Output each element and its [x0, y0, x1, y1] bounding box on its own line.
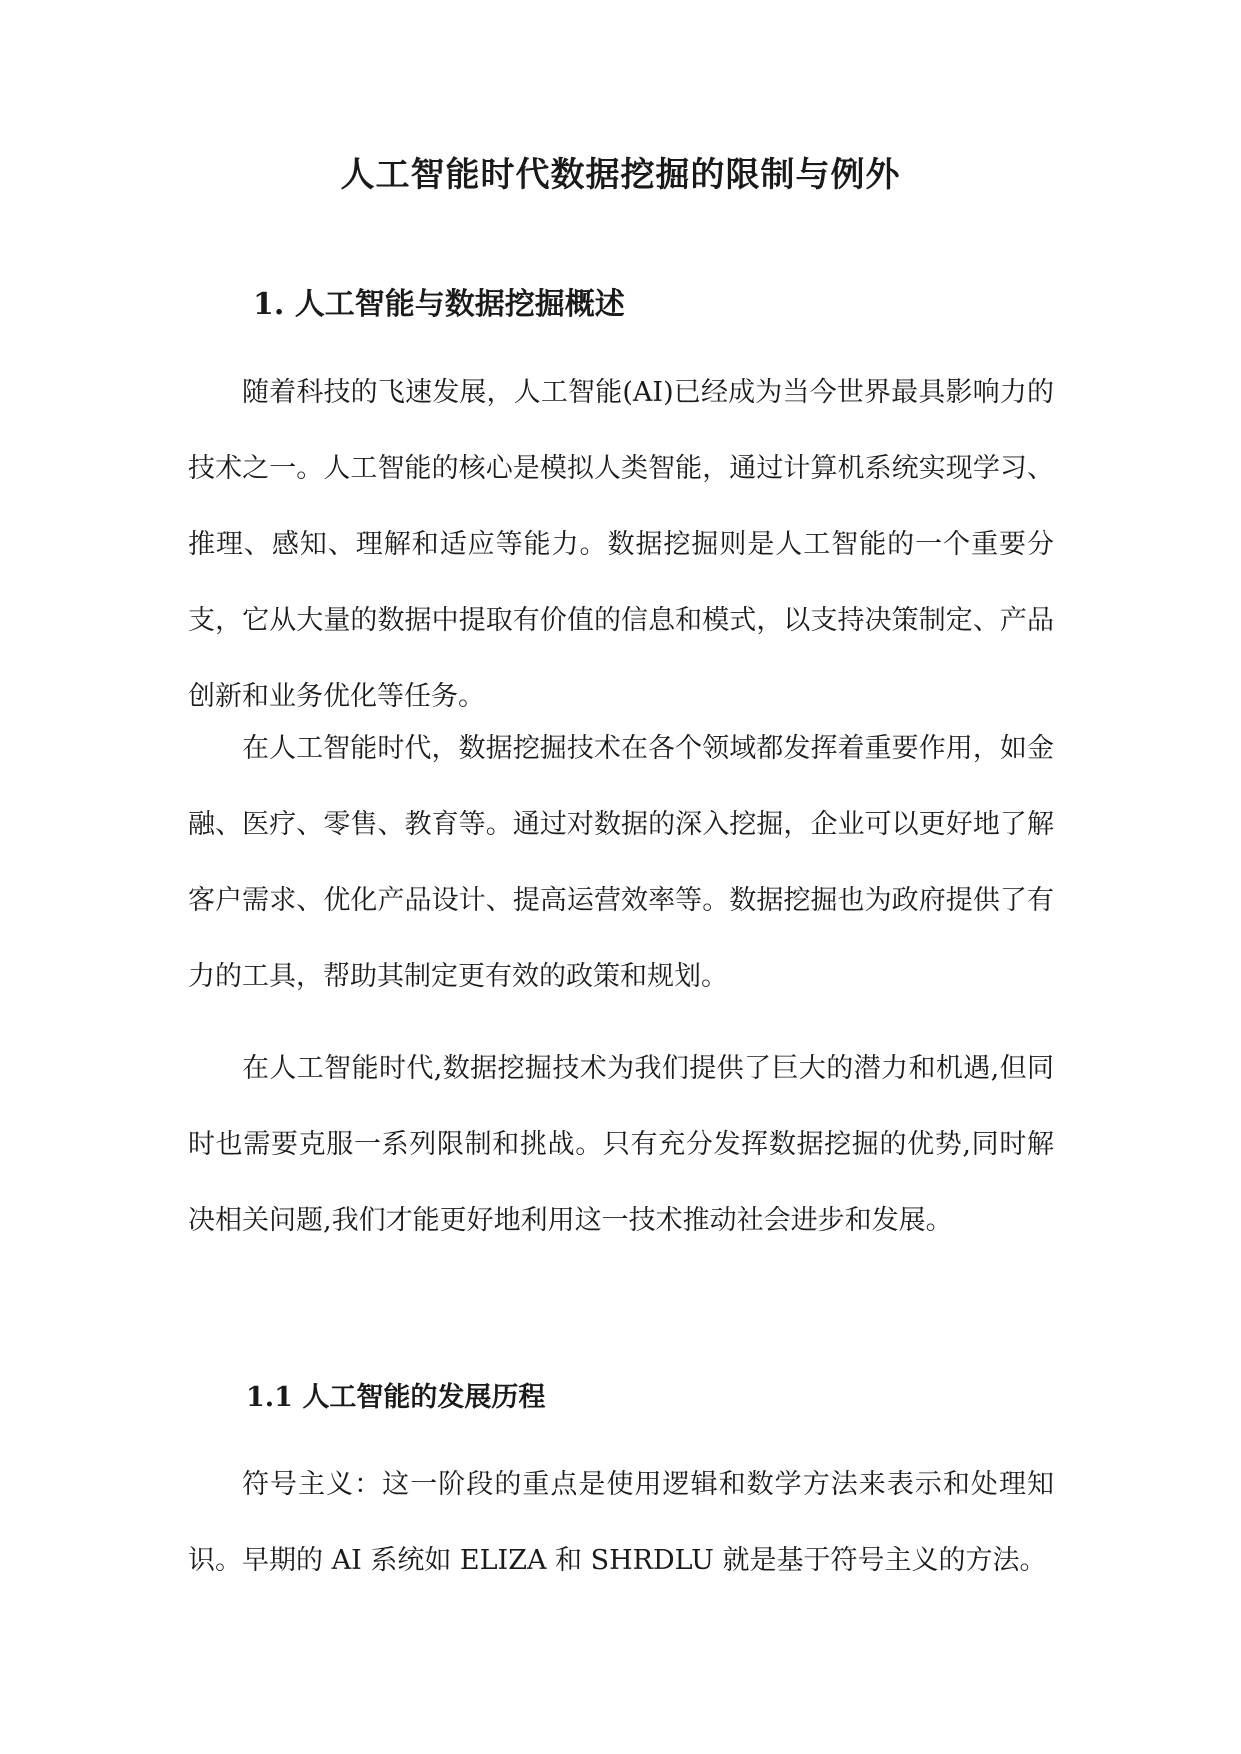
paragraph: 符号主义：这一阶段的重点是使用逻辑和数学方法来表示和处理知识。早期的 AI 系统如 ELIZA 和 SHRDLU 就是基于符号主义的方法。: [188, 1469, 1054, 1576]
document-title: 人工智能时代数据挖掘的限制与例外: [340, 155, 901, 195]
paragraph: 随着科技的飞速发展，人工智能(AI)已经成为当今世界最具影响力的技术之一。人工智能的核心是模拟人类智能，通过计算机系统实现学习、推理、感知、理解和适应等能力。数据挖掘则是人工智能的一个重要分支，它从大量的数据中提取有价值的信息和模式，以支持决策制定、产品创新和业务优化等任务。: [188, 377, 1054, 712]
section-heading: 1. 人工智能与数据挖掘概述: [253, 287, 625, 322]
paragraph: 在人工智能时代，数据挖掘技术在各个领域都发挥着重要作用，如金融、医疗、零售、教育等。通过对数据的深入挖掘，企业可以更好地了解客户需求、优化产品设计、提高运营效率等。数据挖掘也为政府提供了有力的工具，帮助其制定更有效的政策和规划。: [188, 733, 1054, 992]
paragraph: 在人工智能时代,数据挖掘技术为我们提供了巨大的潜力和机遇,但同时也需要克服一系列限制和挑战。只有充分发挥数据挖掘的优势,同时解决相关问题,我们才能更好地利用这一技术推动社会进步和发展。: [188, 1053, 1054, 1236]
subsection-heading: 1.1 人工智能的发展历程: [246, 1382, 546, 1413]
